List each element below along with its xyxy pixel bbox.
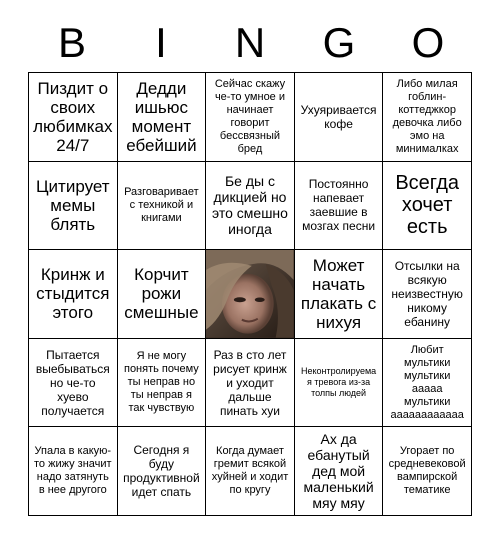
- bingo-cell-16[interactable]: [29, 339, 118, 428]
- cell-text: Дедди ишьюс момент ебейший: [126, 78, 197, 155]
- bingo-cell-14[interactable]: [295, 250, 384, 339]
- bingo-cell-4[interactable]: [295, 73, 384, 162]
- cell-text: Пытается выебываться но че-то хуево получается: [35, 347, 110, 418]
- cell-text: Ах да ебанутый дед мой маленький мяу мяу: [303, 431, 374, 512]
- cell-text: Разговаривает с техникой и книгами: [124, 185, 199, 224]
- bingo-cell-9[interactable]: [295, 162, 384, 251]
- cell-text: Кринж и стыдится этого: [36, 265, 110, 323]
- bingo-cell-7[interactable]: [118, 162, 207, 251]
- portrait-image: [206, 250, 294, 338]
- bingo-cell-23[interactable]: [206, 427, 295, 516]
- cell-text: Упала в какую-то жижу значит надо затянуть в нее другого: [34, 445, 112, 497]
- bingo-cell-24[interactable]: [295, 427, 384, 516]
- bingo-cell-20[interactable]: [383, 339, 472, 428]
- bingo-cell-1[interactable]: [29, 73, 118, 162]
- bingo-cell-10[interactable]: [383, 162, 472, 251]
- cell-text: Угорает по средневековой вампирской тематике: [388, 445, 466, 497]
- cell-text: Любит мультики мультики ааааа мультики аааааааааааа: [390, 343, 464, 421]
- title-letter-g: G: [322, 19, 356, 66]
- cell-text: Сейчас скажу че-то умное и начинает говорит бессвязный бред: [214, 77, 286, 155]
- bingo-cell-2[interactable]: [118, 73, 207, 162]
- bingo-cell-6[interactable]: [29, 162, 118, 251]
- cell-text: Раз в сто лет рисует кринж и уходит дальше пинать хуи: [213, 347, 287, 418]
- bingo-cell-19[interactable]: [295, 339, 384, 428]
- bingo-cell-11[interactable]: [29, 250, 118, 339]
- bingo-cell-center-photo[interactable]: [206, 250, 295, 339]
- cell-text: Всегда хочет есть: [395, 172, 459, 239]
- bingo-cell-22[interactable]: [118, 427, 207, 516]
- cell-text: Либо милая гоблин-коттеджкор девочка либо эмо на минималках: [392, 77, 462, 155]
- cell-text: Корчит рожи смешные: [124, 265, 199, 323]
- bingo-cell-21[interactable]: [29, 427, 118, 516]
- title-letter-i: I: [155, 19, 167, 66]
- title-letter-o: O: [411, 19, 445, 66]
- cell-text: Сегодня я буду продуктивной идет спать: [123, 443, 200, 500]
- cell-text: Я не могу понять почему ты неправ но ты неправ я так чувствую: [123, 350, 199, 415]
- title-letter-n: N: [234, 19, 266, 66]
- cell-text: Отсылки на всякую неизвестную никому ебанину: [391, 258, 463, 329]
- bingo-grid: [28, 72, 472, 516]
- cell-text: Пиздит о своих любимках 24/7: [33, 78, 113, 155]
- bingo-cell-3[interactable]: [206, 73, 295, 162]
- bingo-cell-12[interactable]: [118, 250, 207, 339]
- cell-text: Бе ды с дикцией но это смешно иногда: [212, 173, 288, 238]
- bingo-cell-17[interactable]: [118, 339, 207, 428]
- cell-text: Ухуяривается кофе: [300, 102, 377, 131]
- bingo-title: [28, 16, 472, 70]
- bingo-cell-5[interactable]: [383, 73, 472, 162]
- bingo-cell-18[interactable]: [206, 339, 295, 428]
- cell-text: Может начать плакать с нихуя: [300, 255, 377, 332]
- cell-text: Постоянно напевает заевшие в мозгах песни: [302, 177, 376, 234]
- cell-text: Цитирует мемы блять: [35, 176, 110, 234]
- bingo-cell-8[interactable]: [206, 162, 295, 251]
- bingo-cell-15[interactable]: [383, 250, 472, 339]
- title-letter-b: B: [57, 19, 86, 66]
- cell-text: Неконтролируемая тревога из-за толпы людей: [300, 366, 377, 399]
- cell-text: Когда думает гремит всякой хуйней и ходит по кругу: [211, 445, 289, 497]
- bingo-cell-25[interactable]: [383, 427, 472, 516]
